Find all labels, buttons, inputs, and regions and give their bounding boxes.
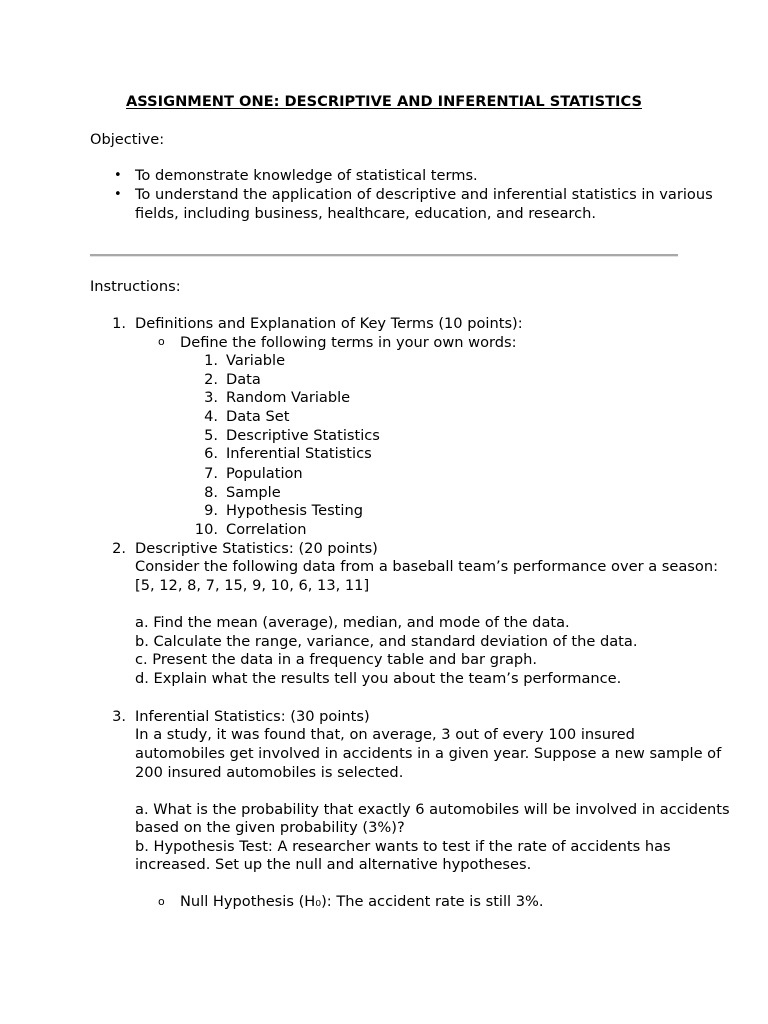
term-number: 3. — [204, 389, 218, 406]
term-item: Sample — [226, 484, 281, 501]
term-item: Inferential Statistics — [226, 445, 372, 462]
objective-label: Objective: — [90, 131, 165, 148]
term-number: 7. — [204, 465, 218, 482]
term-item: Data — [226, 371, 261, 388]
term-item: Descriptive Statistics — [226, 427, 380, 444]
term-item: Variable — [226, 352, 286, 369]
q1-heading: Definitions and Explanation of Key Terms (10 points): — [135, 315, 523, 332]
q2-data-list: [5, 12, 8, 7, 15, 9, 10, 6, 13, 11] — [135, 577, 370, 594]
term-number: 8. — [204, 484, 218, 501]
q2-number: 2. — [112, 540, 126, 557]
q2-part: a. Find the mean (average), median, and mode of the data. — [135, 614, 570, 631]
page-title: ASSIGNMENT ONE: DESCRIPTIVE AND INFERENTIAL STATISTICS — [126, 93, 642, 110]
q3-intro: In a study, it was found that, on average, 3 out of every 100 insured — [135, 726, 635, 743]
term-number: 2. — [204, 371, 218, 388]
term-item: Hypothesis Testing — [226, 502, 363, 519]
null-hypothesis: Null Hypothesis (H₀): The accident rate is still 3%. — [180, 893, 544, 910]
q2-heading: Descriptive Statistics: (20 points) — [135, 540, 378, 557]
q2-part: d. Explain what the results tell you about the team’s performance. — [135, 670, 622, 687]
q3-number: 3. — [112, 708, 126, 725]
q3-heading: Inferential Statistics: (30 points) — [135, 708, 370, 725]
q2-part: b. Calculate the range, variance, and standard deviation of the data. — [135, 633, 638, 650]
term-number: 4. — [204, 408, 218, 425]
q2-intro: Consider the following data from a baseball team’s performance over a season: — [135, 558, 719, 575]
q3-intro: 200 insured automobiles is selected. — [135, 764, 404, 781]
objective-item: To understand the application of descriptive and inferential statistics in various — [135, 186, 713, 203]
term-number: 1. — [204, 352, 218, 369]
term-item: Population — [226, 465, 303, 482]
bullet-icon: • — [114, 168, 122, 183]
objective-item-continued: fields, including business, healthcare, education, and research. — [135, 205, 597, 222]
objective-item: To demonstrate knowledge of statistical terms. — [135, 167, 478, 184]
circle-bullet-icon: o — [158, 895, 165, 908]
term-item: Correlation — [226, 521, 307, 538]
q1-number: 1. — [112, 315, 126, 332]
q1-sub-heading: Define the following terms in your own words: — [180, 334, 517, 351]
q3-part: b. Hypothesis Test: A researcher wants to test if the rate of accidents has — [135, 838, 671, 855]
circle-bullet-icon: o — [158, 335, 165, 348]
bullet-icon: • — [114, 187, 122, 202]
q3-part: based on the given probability (3%)? — [135, 819, 405, 836]
term-number: 6. — [204, 445, 218, 462]
q3-intro: automobiles get involved in accidents in a given year. Suppose a new sample of — [135, 745, 722, 762]
term-number: 5. — [204, 427, 218, 444]
instructions-label: Instructions: — [90, 278, 181, 295]
q3-part: increased. Set up the null and alternative hypotheses. — [135, 856, 532, 873]
term-item: Data Set — [226, 408, 290, 425]
horizontal-divider — [90, 254, 678, 257]
q2-part: c. Present the data in a frequency table and bar graph. — [135, 651, 538, 668]
term-item: Random Variable — [226, 389, 351, 406]
term-number: 9. — [204, 502, 218, 519]
term-number: 10. — [194, 521, 218, 538]
q3-part: a. What is the probability that exactly 6 automobiles will be involved in accidents — [135, 801, 730, 818]
